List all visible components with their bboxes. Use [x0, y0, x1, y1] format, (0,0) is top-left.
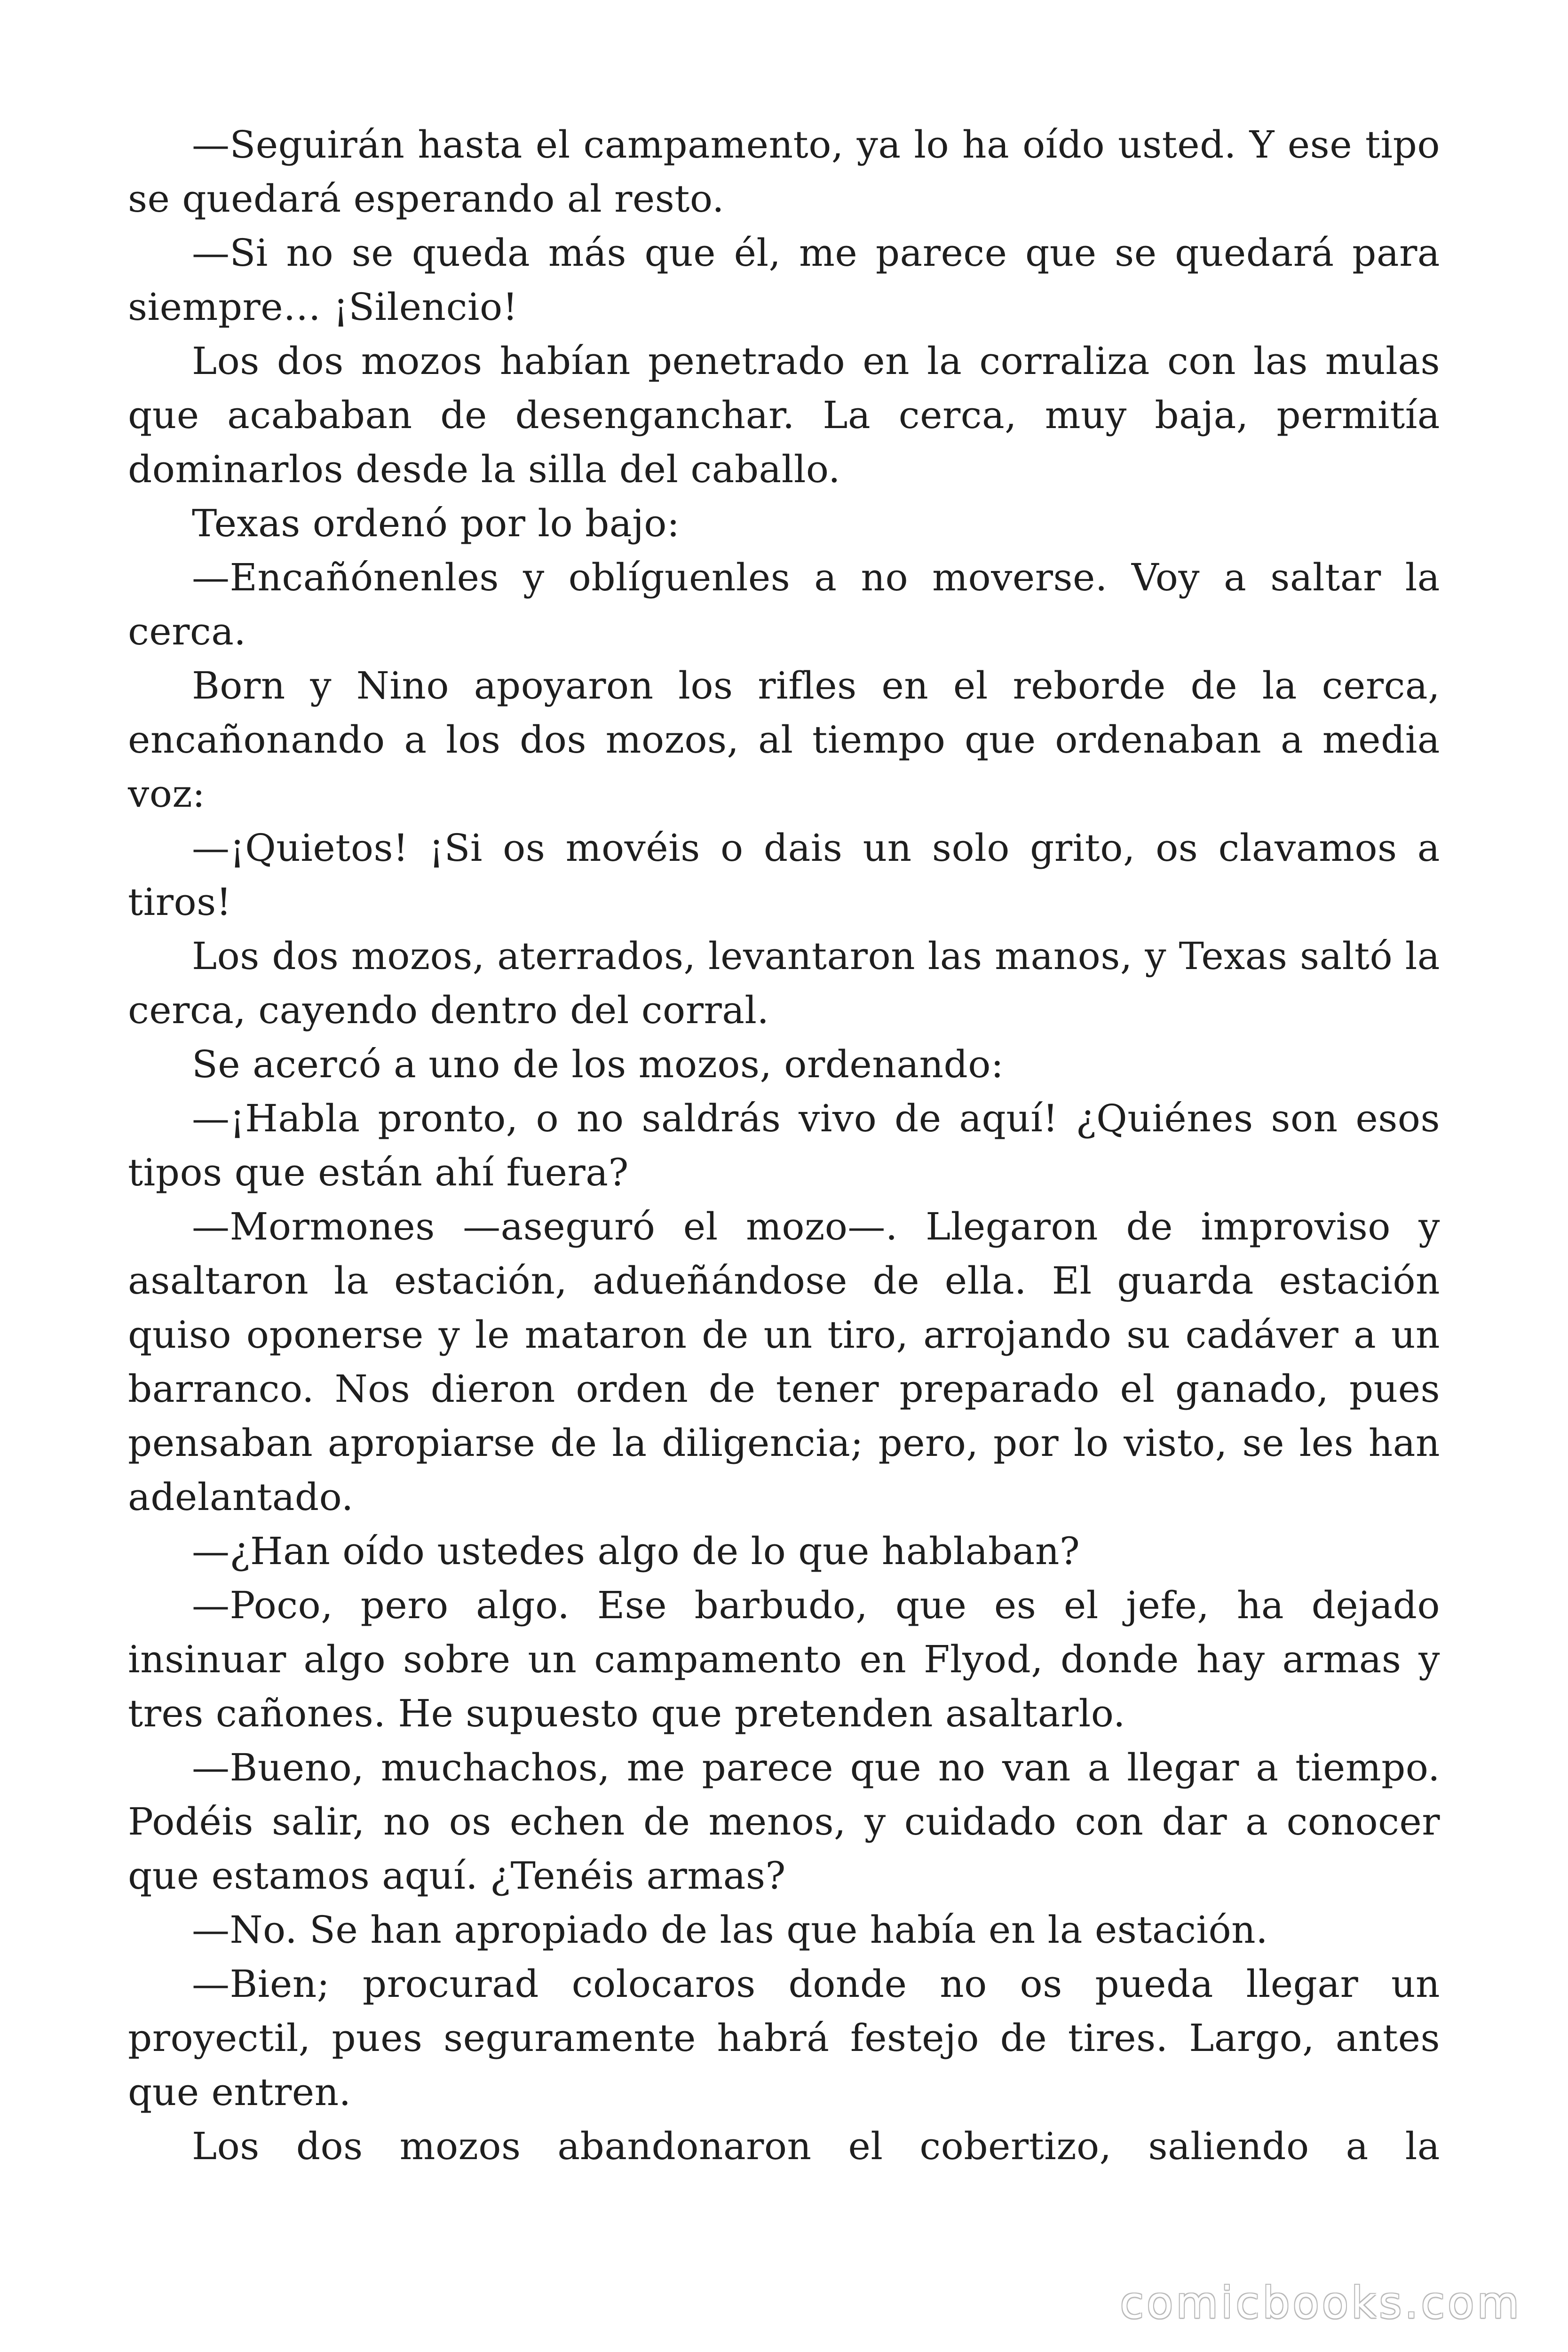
paragraph-13: —Poco, pero algo. Ese barbudo, que es el jefe, ha dejado insinuar algo sobre un campamento en Flyod, donde hay armas y tres cañones. He supuesto que pretenden asaltarlo.	[128, 1583, 1440, 1735]
paragraph-15: —No. Se han apropiado de las que había en la estación.	[192, 1908, 1268, 1952]
paragraph-5: —Encañónenles y oblíguenles a no moverse. Voy a saltar la cerca.	[128, 556, 1440, 653]
paragraph-8: Los dos mozos, aterrados, levantaron las manos, y Texas saltó la cerca, cayendo dentro del corral.	[128, 934, 1440, 1032]
book-page	[128, 118, 1440, 2211]
paragraph-17: Los dos mozos abandonaron el cobertizo, saliendo a la	[192, 2124, 1440, 2168]
paragraph-12: —¿Han oído ustedes algo de lo que hablaban?	[192, 1529, 1080, 1573]
paragraph-6: Born y Nino apoyaron los rifles en el reborde de la cerca, encañonando a los dos mozos, al tiempo que ordenaban a media voz:	[128, 664, 1440, 816]
paragraph-16: —Bien; procurad colocaros donde no os pueda llegar un proyectil, pues seguramente habrá festejo de tires. Largo, antes que entren.	[128, 1962, 1440, 2114]
paragraph-11: —Mormones —aseguró el mozo—. Llegaron de improviso y asaltaron la estación, adueñándose de ella. El guarda estación quiso oponerse y le mataron de un tiro, arrojando su cadáver a un barranco. Nos dieron orden de tener preparado el ganado, pues pensaban apropiarse de la diligencia; pero, por lo visto, se les han adelantado.	[128, 1205, 1440, 1519]
paragraph-1: —Seguirán hasta el campamento, ya lo ha oído usted. Y ese tipo se quedará esperando al resto.	[128, 123, 1440, 221]
paragraph-10: —¡Habla pronto, o no saldrás vivo de aquí! ¿Quiénes son esos tipos que están ahí fuera?	[128, 1097, 1440, 1194]
paragraph-9: Se acercó a uno de los mozos, ordenando:	[192, 1042, 1004, 1086]
paragraph-2: —Si no se queda más que él, me parece que se quedará para siempre… ¡Silencio!	[128, 231, 1440, 329]
watermark-logo: comicbooks.com	[1120, 2278, 1522, 2328]
paragraph-4: Texas ordenó por lo bajo:	[192, 501, 680, 545]
paragraph-3: Los dos mozos habían penetrado en la corraliza con las mulas que acababan de desenganchar. La cerca, muy baja, permitía dominarlos desde la silla del caballo.	[128, 339, 1440, 491]
paragraph-7: —¡Quietos! ¡Si os movéis o dais un solo grito, os clavamos a tiros!	[128, 826, 1440, 924]
paragraph-14: —Bueno, muchachos, me parece que no van a llegar a tiempo. Podéis salir, no os echen de menos, y cuidado con dar a conocer que estamos aquí. ¿Tenéis armas?	[128, 1746, 1440, 1898]
